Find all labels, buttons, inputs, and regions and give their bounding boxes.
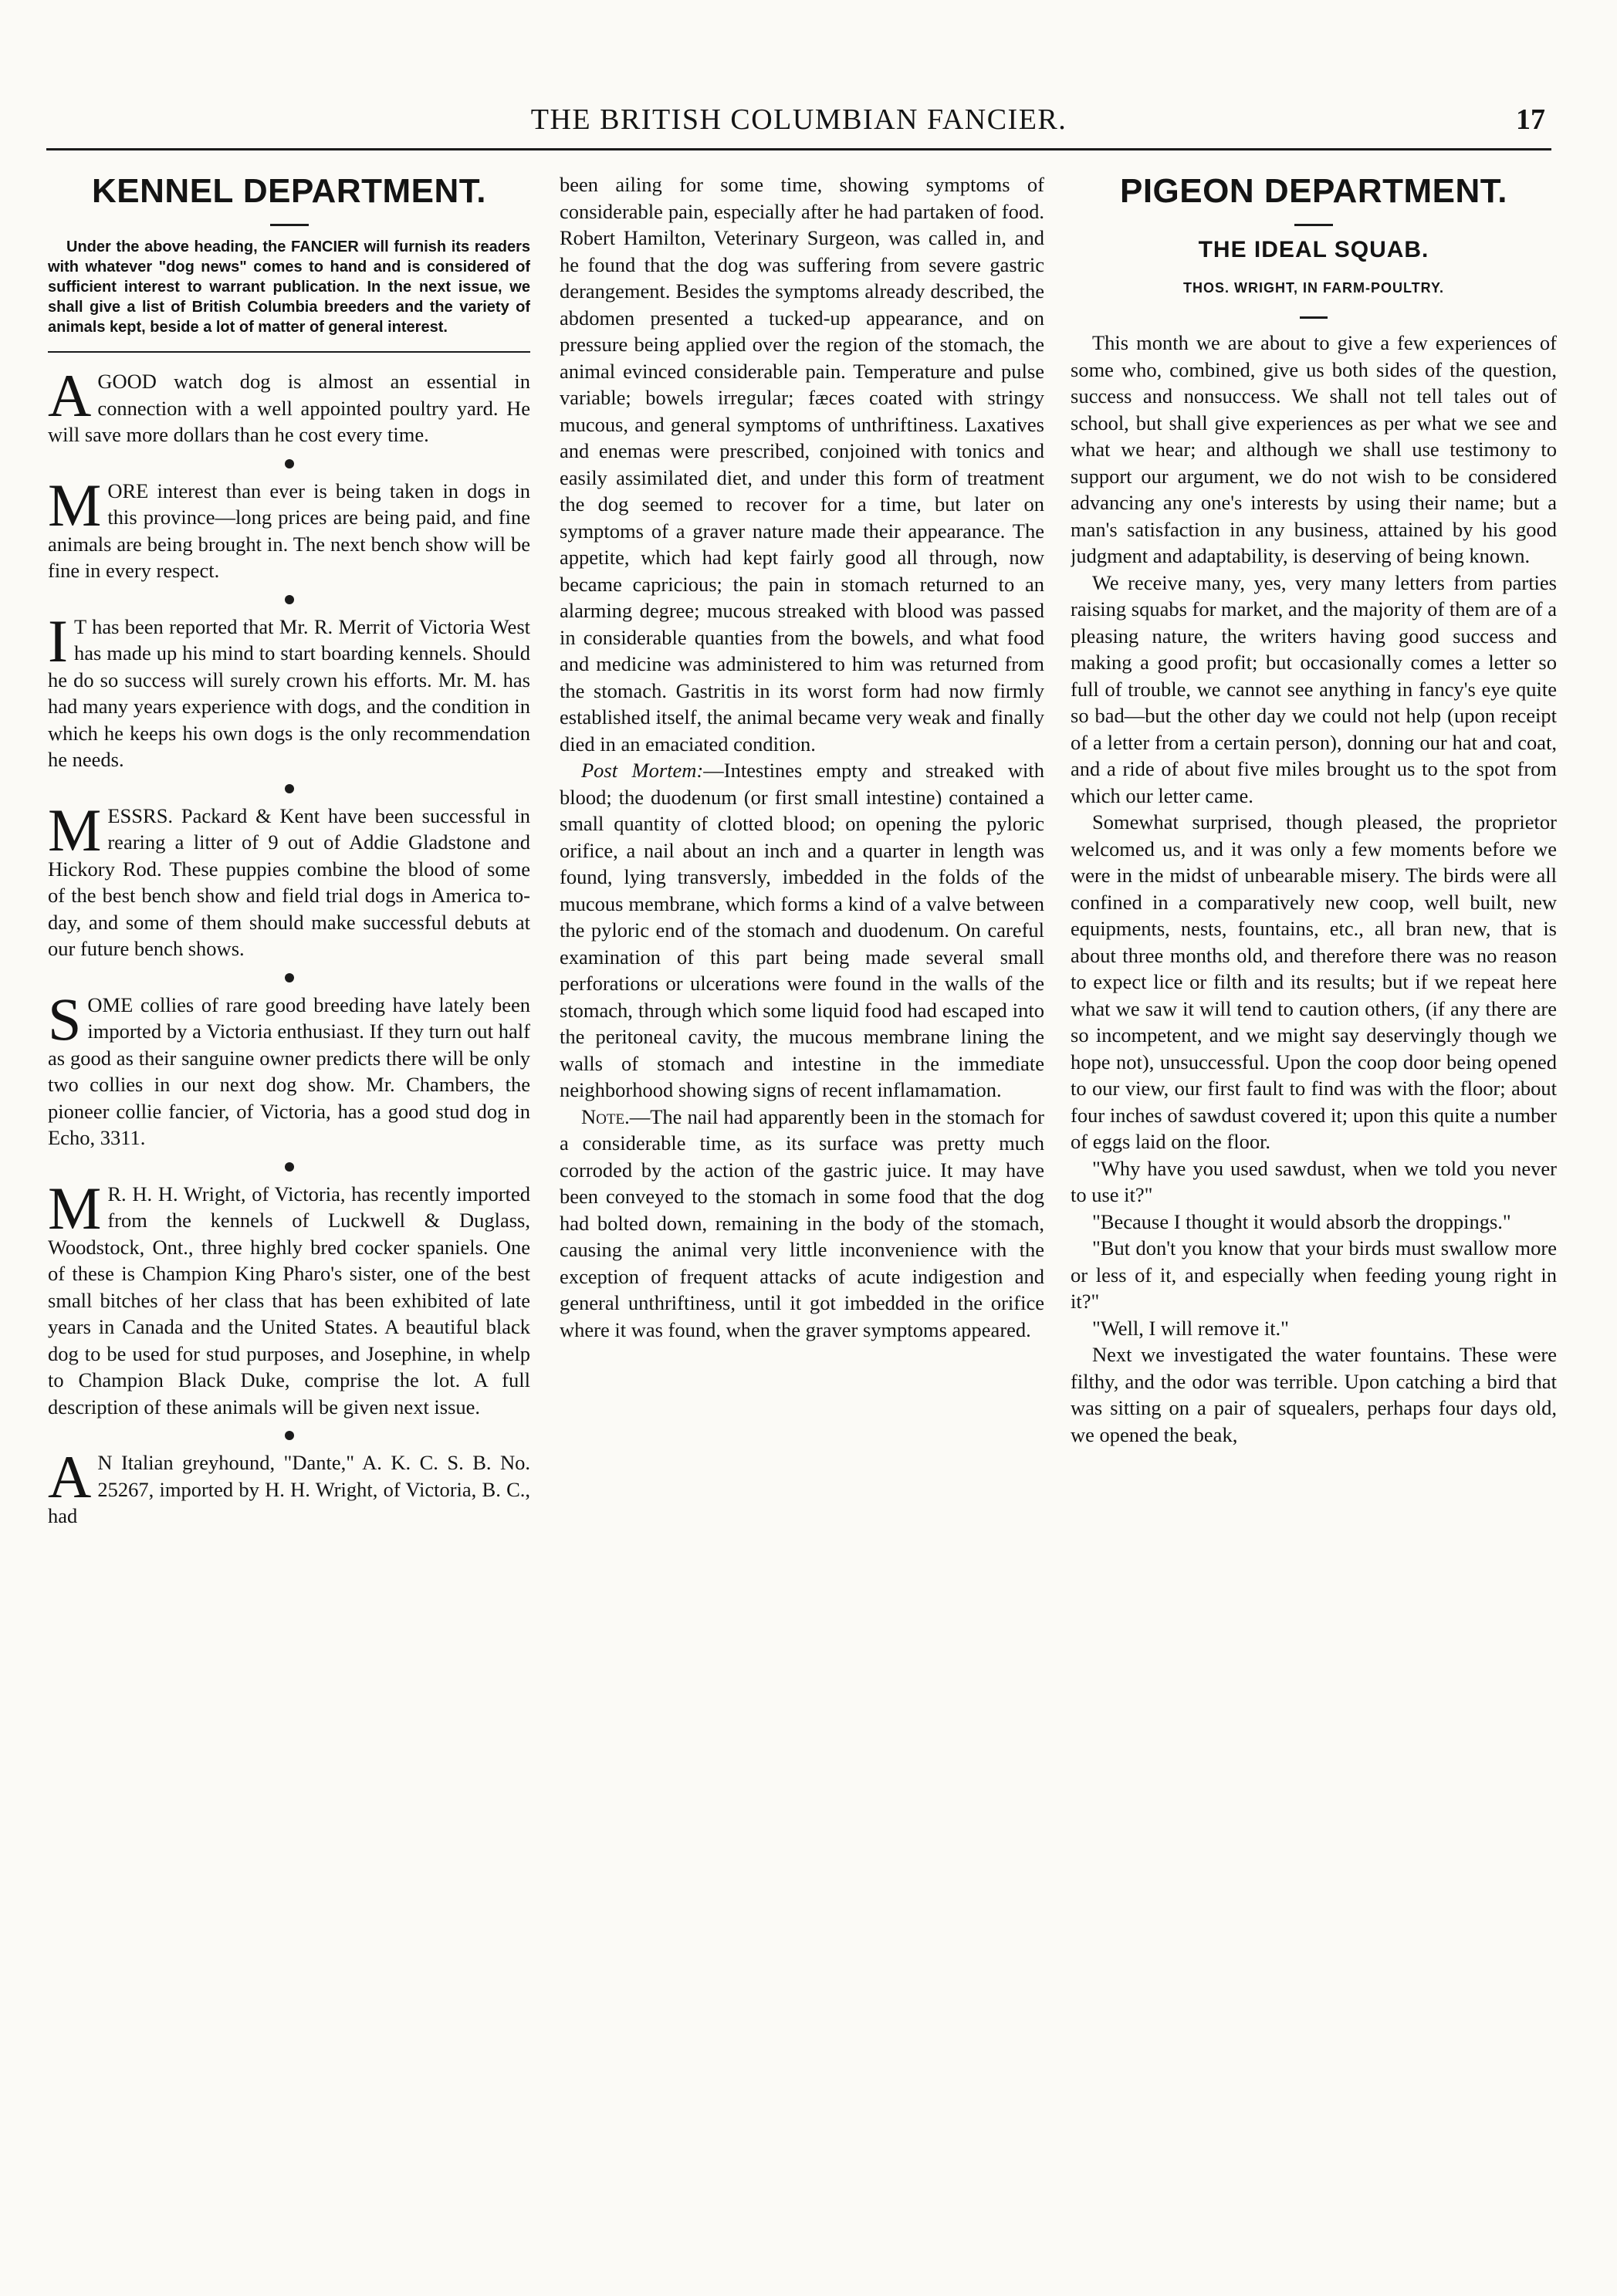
kennel-item — [48, 796, 530, 962]
kennel-item — [48, 607, 530, 773]
post-mortem-text: —Intestines empty and streaked with blood; the duodenum (or first small intestine) contained a small quantity of clotted blood; on opening the pyloric orifice, a nail about an inch and a quarter in length was found, lying transversly, imbedded in the folds of the mucous membrane, which forms a kind of a valve between the pyloric end of the stomach and duodenum. On careful examination of this part being made several small perforations or ulcerations were found in the walls of the stomach, through which some liquid food had escaped into the peritoneal cavity, the mucous membrane lining the walls of stomach and intestine in the immediate neighborhood showing signs of recent inflamamation. — [560, 759, 1044, 1101]
kennel-item — [48, 985, 530, 1151]
column-kennel — [48, 171, 530, 2255]
drop-cap: M — [48, 471, 102, 539]
drop-cap: S — [48, 985, 82, 1053]
item-text: GOOD watch dog is almost an essential in connection with a well appointed poultry yard. He will save more dollars than he cost every time. — [48, 370, 530, 446]
drop-cap: M — [48, 796, 102, 864]
heading-dash — [270, 224, 309, 226]
drop-cap: M — [48, 1174, 102, 1242]
note-paragraph — [560, 1104, 1044, 1344]
section-rule — [48, 351, 530, 353]
article-title: THE IDEAL SQUAB. — [1198, 237, 1429, 262]
column-pigeon — [1071, 171, 1557, 2255]
note-label: Note. — [581, 1104, 630, 1128]
article-paragraph: been ailing for some time, showing symptoms of considerable pain, especially after he had partaken of food. Robert Hamilton, Veterinary Surgeon, was called in, and he found that the dog was suffering from severe gastric derangement. Besides the symptoms already described, the abdomen presented a tucked-up appearance, and on pressure being applied over the region of the stomach, the animal evinced considerable pain. Temperature and pulse variable; bowels irregular; fæces coated with stringy mucous, and general symptoms of unthriftiness. Laxatives and enemas were prescribed, conjoined with tonics and easily assimilated diet, and under this form of treatment the dog seemed to recover for a time, but later on symptoms of a graver nature made their appearance. The appetite, which had kept fairly good all through, now became capricious; the pain in stomach returned to an alarming degree; mucous streaked with blood was passed in considerable quanties from the bowels, and what food and medicine was administered to him was returned from the stomach. Gastritis in its worst form had now firmly established itself, the animal became very weak and finally died in an emaciated condition. — [560, 173, 1044, 756]
item-text: R. H. H. Wright, of Victoria, has recently imported from the kennels of Luckwell & Duglass, Woodstock, Ont., three highly bred cocker spaniels. One of these is Champion King Pharo's sister, one of the best small bitches of her class that has been exhibited of late years in Canada and the United States. A beautiful black dog to be used for stud purposes, and Josephine, in whelp to Champion Black Duke, comprise the lot. A full description of these animals will be given next issue. — [48, 1182, 530, 1419]
bullet-divider — [285, 595, 294, 604]
drop-cap: A — [48, 362, 92, 429]
bullet-divider — [285, 1162, 294, 1172]
article-paragraph: Next we investigated the water fountains. These were filthy, and the odor was terrible. Upon catching a bird that was sitting on a pair of squealers, perhaps four days old, we opened the beak, — [1071, 1343, 1557, 1446]
kennel-intro: Under the above heading, the FANCIER will furnish its readers with whatever "dog news" comes to hand and is considered of sufficient interest to warrant publication. In the next issue, we shall give a list of British Columbia breeders and the variety of animals kept, beside a lot of matter of general interest. — [48, 238, 530, 336]
publication-title: THE BRITISH COLUMBIAN FANCIER. — [530, 103, 1067, 136]
article-paragraph: This month we are about to give a few experiences of some who, combined, give us both sides of the question, success and nonsuccess. We shall not tell tales out of school, but shall give experiences as per what we see and what we hear; and although we shall use testimony to support our argument, we do not wish to be considered advancing any one's interests by using their name; but a man's satisfaction in any business, attained by his good judgment and adaptability, is deserving of being known. — [1071, 331, 1557, 567]
dialogue-line: "Well, I will remove it." — [1092, 1316, 1289, 1340]
item-text: ESSRS. Packard & Kent have been successful in rearing a litter of 9 out of Addie Gladstone and Hickory Rod. These puppies combine the blood of some of the best bench show and field trial dogs in America to-day, and some of them should make successful debuts at our future bench shows. — [48, 803, 530, 960]
kennel-item — [48, 471, 530, 584]
dialogue-line: "Why have you used sawdust, when we told you never to use it?" — [1071, 1156, 1557, 1206]
page-header — [46, 100, 1551, 150]
article-paragraph: Somewhat surprised, though pleased, the proprietor welcomed us, and it was only a few moments before we were in the midst of unbearable misery. The birds were all confined in a comparatively new coop, well built, new equipments, nests, fountains, etc., all bran new, that is about three months old, and therefore there was no reason to expect lice or filth and its results; but if we repeat here what we saw it will tend to caution others, (if any there are so incompetent, and we might say deservingly though we hope not), unsuccessful. Upon the coop door being opened to our view, our first fault to find was with the floor; about four inches of sawdust covered it; upon this quite a number of eggs laid on the floor. — [1071, 810, 1557, 1153]
bullet-divider — [285, 784, 294, 793]
item-text: T has been reported that Mr. R. Merrit of Victoria West has made up his mind to start boarding kennels. Should he do so success will surely crown his efforts. Mr. M. has had many years experience with dogs, and the condition in which he keeps his own dogs is the only recommendation he needs. — [48, 614, 530, 771]
item-text: OME collies of rare good breeding have lately been imported by a Victoria enthusiast. If they turn out half as good as their sanguine owner predicts there will be only two collies in our next dog show. Mr. Chambers, the pioneer collie fancier, of Victoria, has a good stud dog in Echo, 3311. — [48, 992, 530, 1149]
drop-cap: I — [48, 607, 68, 675]
bullet-divider — [285, 1431, 294, 1440]
item-text: ORE interest than ever is being taken in dogs in this province—long prices are being paid, and fine animals are being brought in. The next bench show will be fine in every respect. — [48, 478, 530, 582]
bullet-divider — [285, 973, 294, 982]
drop-cap: A — [48, 1443, 92, 1510]
article-byline: THOS. WRIGHT, IN FARM-POULTRY. — [1183, 280, 1444, 296]
byline-dash — [1300, 316, 1328, 319]
pigeon-heading: PIGEON DEPARTMENT. — [1119, 172, 1507, 210]
kennel-item — [48, 362, 530, 448]
post-mortem-label: Post Mortem: — [581, 759, 704, 782]
dialogue-line: "But don't you know that your birds must swallow more or less of it, and especially when feeding young right in it?" — [1071, 1236, 1557, 1313]
heading-dash — [1294, 224, 1333, 226]
item-text: N Italian greyhound, "Dante," A. K. C. S. B. No. 25267, imported by H. H. Wright, of Victoria, B. C., had — [48, 1451, 530, 1527]
kennel-heading: KENNEL DEPARTMENT. — [92, 172, 486, 210]
note-text: —The nail had apparently been in the stomach for a considerable time, as its surface was pretty much corroded by the action of the gastric juice. It may have been conveyed to the stomach in some food that the dog had bolted down, remaining in the body of the stomach, causing the animal very little inconvenience with the exception of frequent attacks of acute indigestion and general unthriftiness, until it got imbedded in the orifice where it was found, when the graver symptoms appeared. — [560, 1104, 1044, 1341]
page-number: 17 — [1516, 103, 1545, 136]
column-continuation — [560, 171, 1044, 2255]
article-paragraph: We receive many, yes, very many letters from parties raising squabs for market, and the majority of them are of a pleasing nature, the writers having good success and making a good profit; but occasionally comes a letter so full of trouble, we cannot see anything in fancy's eye quite so bad—but the other day we could not help (upon receipt of a letter from a certain person), donning our hat and coat, and a ride of about five miles brought us to the spot from which our letter came. — [1071, 570, 1557, 807]
kennel-item — [48, 1174, 530, 1421]
dialogue-line: "Because I thought it would absorb the droppings." — [1092, 1209, 1511, 1233]
kennel-item — [48, 1443, 530, 1530]
post-mortem-paragraph — [560, 757, 1044, 1104]
bullet-divider — [285, 459, 294, 468]
